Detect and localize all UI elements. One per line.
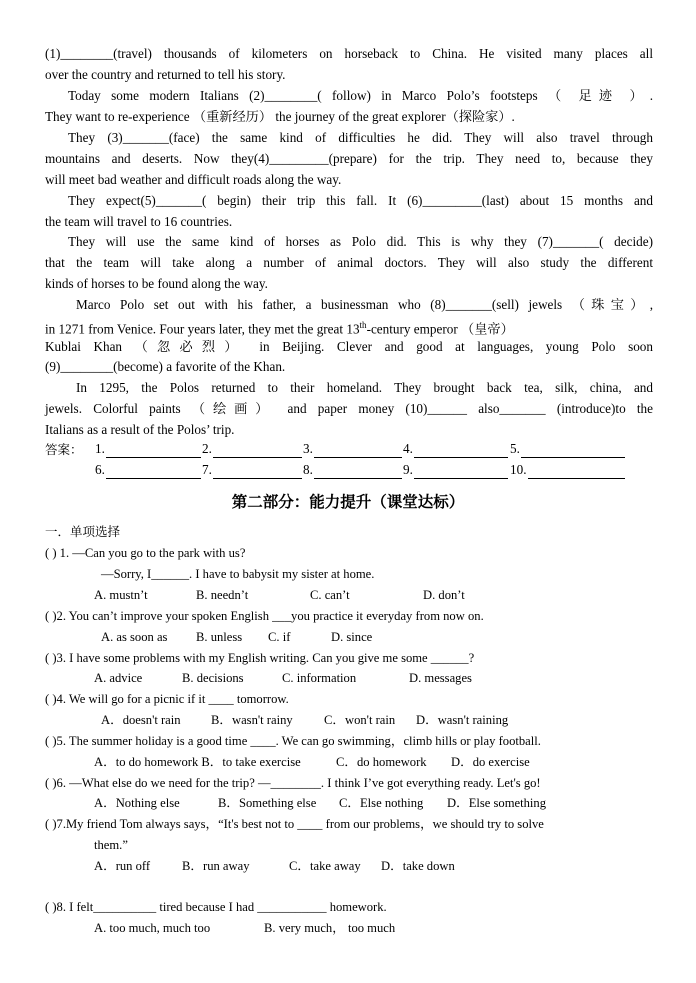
passage-line: They expect(5)_______( begin) their trip this fall. It (6)_________(last) about 15 months and	[68, 193, 653, 208]
passage-line: (1)________(travel) thousands of kilometers on horseback to China. He visited many places all	[45, 46, 653, 61]
answer-number: 8.	[303, 462, 313, 477]
answer-number: 4.	[403, 441, 413, 456]
question-stem: ( )4. We will go for a picnic if it ____ tomorrow.	[45, 692, 289, 706]
passage-line: over the country and returned to tell his story.	[45, 67, 286, 82]
passage-line: Italians as a result of the Polos’ trip.	[45, 422, 235, 437]
passage-line: They (3)_______(face) the same kind of difficulties he did. They will also travel through	[68, 130, 653, 145]
ordinal-superscript: th	[359, 320, 367, 330]
option-d[interactable]: D．take down	[381, 859, 455, 873]
answer-blank[interactable]	[314, 441, 402, 458]
option-d[interactable]: D. don’t	[423, 588, 465, 602]
question-stem: ( )2. You can’t improve your spoken English ___you practice it everyday from now on.	[45, 609, 484, 623]
passage-line: (9)________(become) a favorite of the Khan.	[45, 359, 286, 374]
question-stem-cont: them.”	[94, 838, 128, 852]
answer-blank[interactable]	[521, 441, 625, 458]
option-c[interactable]: C．do homework	[336, 755, 427, 769]
answer-blank[interactable]	[528, 462, 625, 479]
passage-line: Marco Polo set out with his father, a businessman who (8)_______(sell) jewels （珠宝）,	[76, 297, 653, 312]
question-stem: ( )8. I felt__________ tired because I had ___________ homework.	[45, 900, 387, 914]
passage-line: They will use the same kind of horses as Polo did. This is why they (7)_______( decide)	[68, 234, 653, 249]
option-a[interactable]: A. too much, much too	[94, 921, 211, 935]
option-b[interactable]: B．run away	[182, 859, 250, 873]
option-b[interactable]: B．Something else	[218, 796, 317, 810]
question-stem: ( )3. I have some problems with my English writing. Can you give me some ______?	[45, 651, 475, 665]
answer-number: 3.	[303, 441, 313, 456]
answer-blank[interactable]	[213, 441, 302, 458]
option-a[interactable]: A. as soon as	[101, 630, 168, 644]
option-a[interactable]: A. mustn’t	[94, 588, 148, 602]
option-a-b[interactable]: A．to do homework B．to take exercise	[94, 755, 301, 769]
answer-blank[interactable]	[213, 462, 302, 479]
option-d[interactable]: D. messages	[409, 671, 472, 685]
question-stem: ( )6. —What else do we need for the trip? —________. I think I’ve got everything ready. Let's go!	[45, 776, 541, 790]
passage-line: jewels. Colorful paints （绘画） and paper money (10)______ also_______ (introduce)to the	[45, 401, 653, 416]
option-b[interactable]: B. very much， too much	[264, 921, 396, 935]
option-b[interactable]: B. needn’t	[196, 588, 249, 602]
answer-number: 9.	[403, 462, 413, 477]
passage-line: that the team will take along a number of animal doctors. They will also study the different	[45, 255, 653, 270]
option-a[interactable]: A．doesn't rain	[101, 713, 181, 727]
answer-number: 10.	[510, 462, 527, 477]
passage-line	[45, 316, 653, 338]
option-c[interactable]: C. information	[282, 671, 357, 685]
option-d[interactable]: D．do exercise	[451, 755, 530, 769]
option-b[interactable]: B. decisions	[182, 671, 244, 685]
question-stem-cont: —Sorry, I______. I have to babysit my sister at home.	[101, 567, 375, 581]
option-c[interactable]: C. if	[268, 630, 291, 644]
option-d[interactable]: D．Else something	[447, 796, 546, 810]
answer-row	[45, 440, 635, 460]
passage-line-text: in 1271 from Venice. Four years later, they met the great 13	[45, 321, 360, 337]
option-a[interactable]: A．Nothing else	[94, 796, 180, 810]
option-c[interactable]: C. can’t	[310, 588, 350, 602]
passage-line: kinds of horses to be found along the way.	[45, 276, 268, 291]
answer-row	[45, 461, 635, 481]
passage-line: They want to re-experience （重新经历） the journey of the great explorer（探险家）.	[45, 109, 515, 124]
passage-line: will meet bad weather and difficult roads along the way.	[45, 172, 342, 187]
answer-number: 6.	[95, 462, 105, 477]
question-stem: ( )7.My friend Tom always says，“It's best not to ____ from our problems，we should try to solve	[45, 817, 544, 831]
option-d[interactable]: D．wasn't raining	[416, 713, 509, 727]
answer-number: 5.	[510, 441, 520, 456]
part-title: 一．单项选择	[45, 524, 121, 539]
passage-line: mountains and deserts. Now they(4)_________(prepare) for the trip. They need to, because they	[45, 151, 653, 166]
answers-label: 答案：	[45, 442, 83, 457]
answer-number: 7.	[202, 462, 212, 477]
option-c[interactable]: C．Else nothing	[339, 796, 424, 810]
passage-line: In 1295, the Polos returned to their homeland. They brought back tea, silk, china, and	[76, 380, 653, 395]
answer-number: 1.	[95, 441, 105, 456]
passage-line: Kublai Khan （忽必烈） in Beijing. Clever and good at languages, young Polo soon	[45, 339, 653, 354]
option-b[interactable]: B. unless	[196, 630, 243, 644]
section-title: 第二部分：能力提升（课堂达标）	[231, 493, 465, 511]
passage-line: Today some modern Italians (2)________( follow) in Marco Polo’s footsteps （ 足迹 ）.	[68, 88, 653, 103]
option-c[interactable]: C．take away	[289, 859, 361, 873]
answer-number: 2.	[202, 441, 212, 456]
answer-blank[interactable]	[414, 441, 508, 458]
answer-blank[interactable]	[414, 462, 508, 479]
option-c[interactable]: C．won't rain	[324, 713, 396, 727]
option-d[interactable]: D. since	[331, 630, 373, 644]
option-a[interactable]: A. advice	[94, 671, 143, 685]
option-b[interactable]: B．wasn't rainy	[211, 713, 293, 727]
answer-blank[interactable]	[314, 462, 402, 479]
passage-line-text: -century emperor （皇帝）	[366, 321, 514, 337]
question-stem: ( ) 1. —Can you go to the park with us?	[45, 546, 246, 560]
question-stem: ( )5. The summer holiday is a good time ____. We can go swimming，climb hills or play football.	[45, 734, 541, 748]
answer-blank[interactable]	[106, 441, 201, 458]
answer-blank[interactable]	[106, 462, 201, 479]
option-a[interactable]: A．run off	[94, 859, 151, 873]
passage-line: the team will travel to 16 countries.	[45, 214, 233, 229]
